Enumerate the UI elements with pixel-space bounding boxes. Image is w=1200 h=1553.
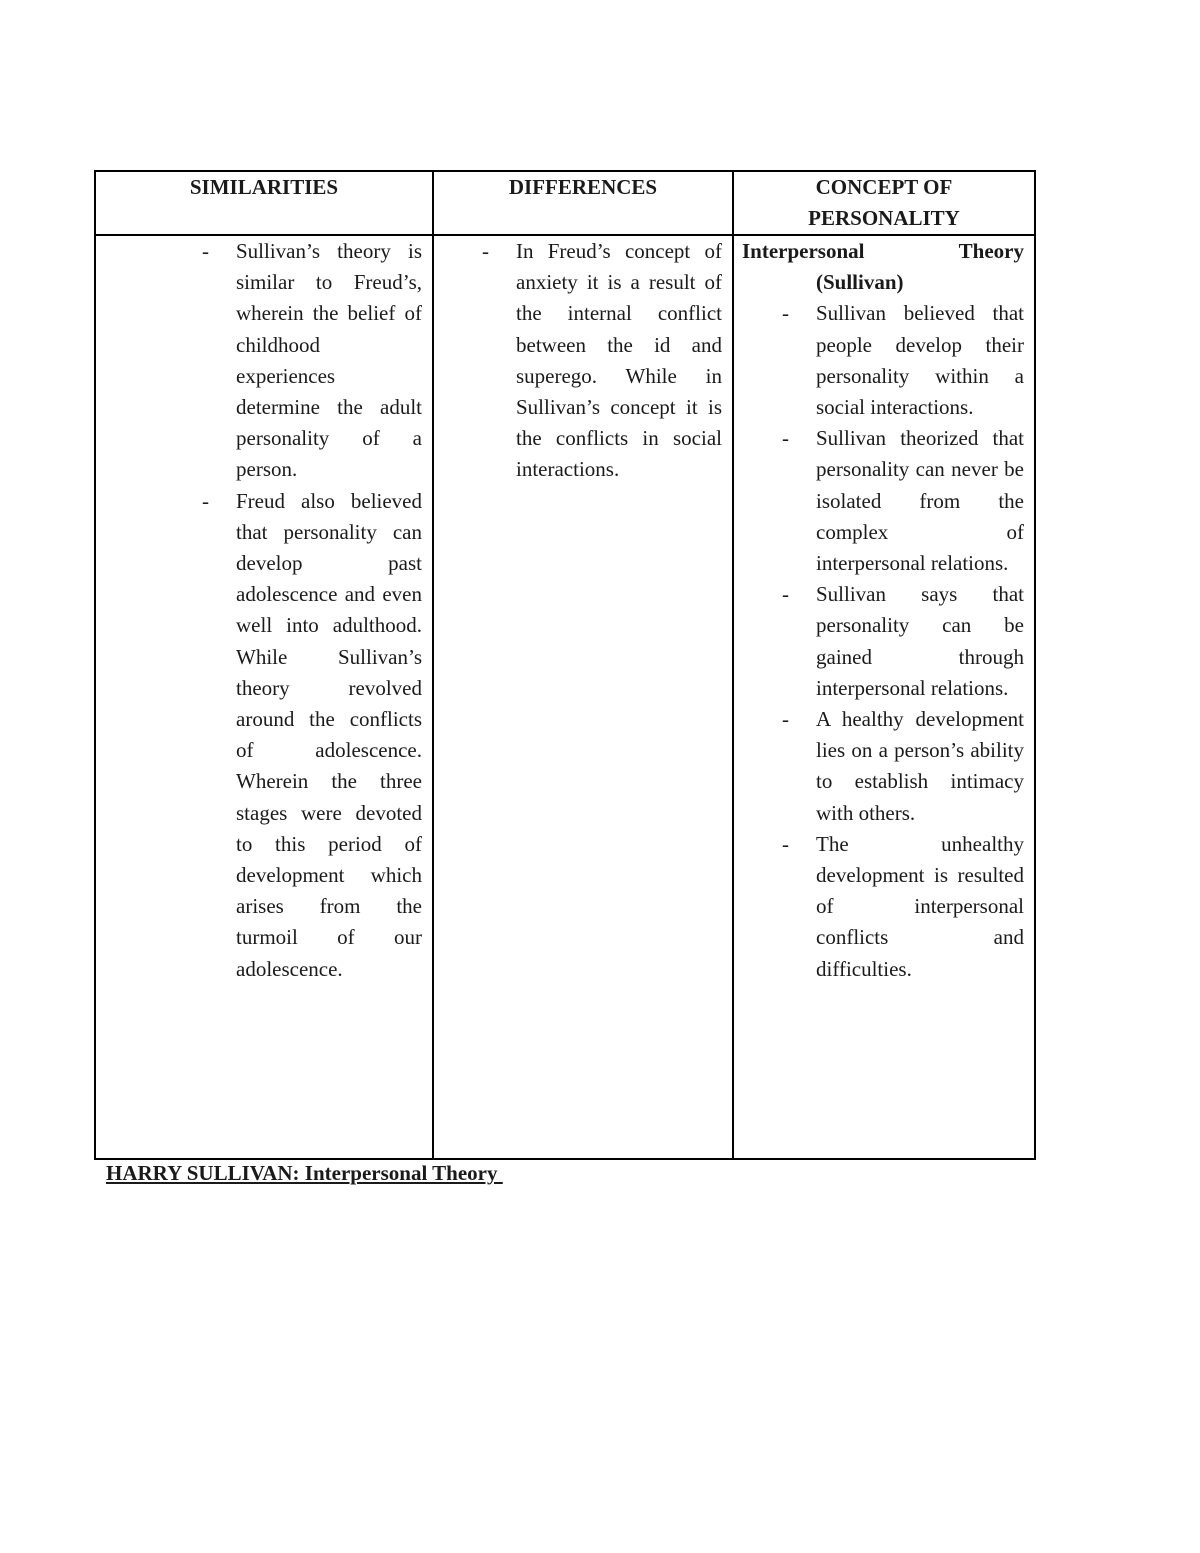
list-item [482, 236, 722, 486]
concept-subheading: (Sullivan) [816, 270, 904, 295]
document-title: HARRY SULLIVAN: Interpersonal Theory [106, 1161, 503, 1185]
concept-heading: Interpersonal Theory [742, 239, 1024, 263]
concept-point-text: Sullivan theorized that personality can never be isolated from the complex of interpersonal relations. [816, 426, 1024, 576]
list-item [782, 829, 1024, 985]
similarity-text: Freud also believed that personality can develop past adolescence and even well into adulthood. While Sullivan’s theory revolved around the conflicts of adolescence. Wherein the three stages were devoted to this period of development which arises from the turmoil of our adolescence. [236, 488, 422, 981]
dash-bullet: - [482, 239, 489, 263]
dash-bullet: - [782, 831, 789, 856]
list-item [202, 486, 422, 985]
dash-bullet: - [202, 239, 209, 263]
concept-list [782, 298, 1024, 984]
dash-bullet: - [782, 301, 789, 326]
table-header-row [95, 171, 1035, 235]
list-item [782, 298, 1024, 423]
list-item [782, 423, 1024, 579]
concept-point-text: The unhealthy development is resulted of interpersonal conflicts and difficulties. [816, 831, 1024, 981]
comparison-table [94, 170, 1036, 1160]
differences-cell [433, 235, 733, 1159]
table-body-row [95, 235, 1035, 1159]
header-concept-of-personality [733, 171, 1035, 235]
list-item [782, 704, 1024, 829]
similarities-cell [95, 235, 433, 1159]
dash-bullet: - [782, 426, 789, 451]
dash-bullet: - [202, 488, 209, 513]
dash-bullet: - [782, 707, 789, 732]
concept-cell [733, 235, 1035, 1159]
similarities-list [202, 236, 422, 985]
concept-point-text: Sullivan says that personality can be gained through interpersonal relations. [816, 582, 1024, 700]
similarity-text: Sullivan’s theory is similar to Freud’s, wherein the belief of childhood experiences determine the adult personality of a person. [236, 239, 422, 482]
list-item [202, 236, 422, 486]
difference-text: In Freud’s concept of anxiety it is a result of the internal conflict between the id and superego. While in Sullivan’s concept it is the conflicts in social interactions. [516, 239, 722, 482]
header-similarities: SIMILARITIES [95, 171, 433, 235]
differences-list [482, 236, 722, 486]
concept-point-text: Sullivan believed that people develop their personality within a social interactions. [816, 301, 1024, 420]
header-differences: DIFFERENCES [433, 171, 733, 235]
dash-bullet: - [782, 582, 789, 607]
concept-point-text: A healthy development lies on a person’s ability to establish intimacy with others. [816, 707, 1024, 825]
header-concept-text: CONCEPT OF PERSONALITY [808, 175, 960, 230]
list-item [782, 579, 1024, 704]
